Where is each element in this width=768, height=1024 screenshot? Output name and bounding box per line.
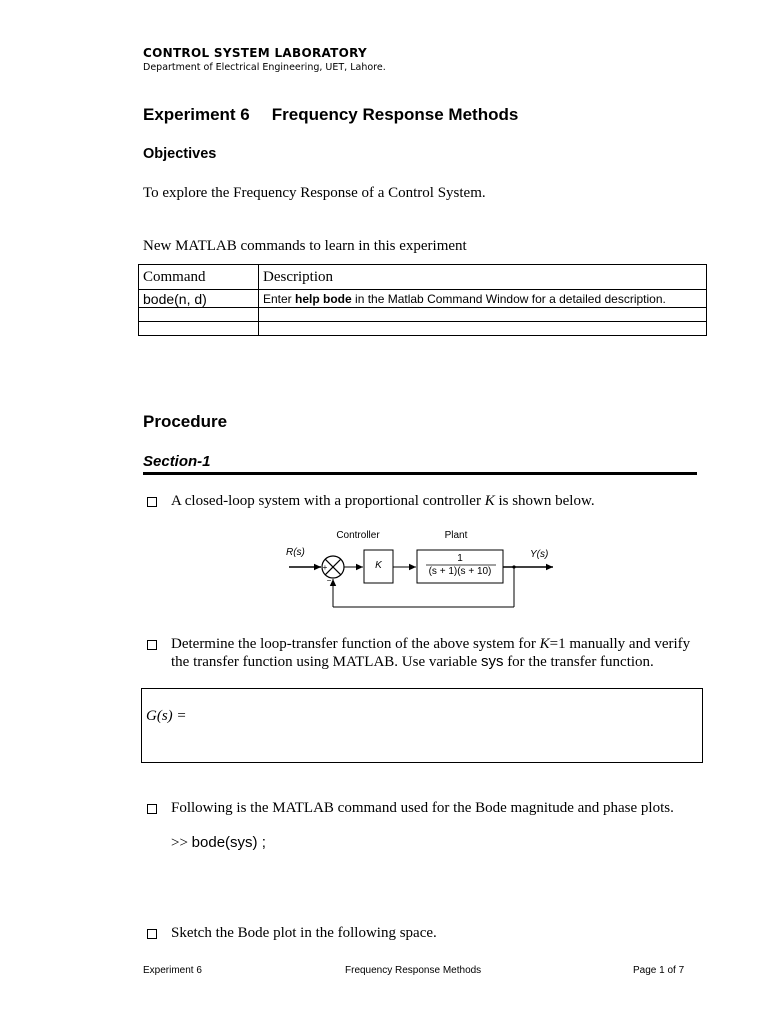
bullet-text-4: Sketch the Bode plot in the following space. xyxy=(171,925,437,941)
table-header-row xyxy=(139,265,707,290)
bullet-text-1 xyxy=(171,492,595,510)
block-diagram xyxy=(280,522,570,614)
desc-bold: help bode xyxy=(295,291,352,306)
bullet2-line2 xyxy=(171,653,690,671)
commands-intro: New MATLAB commands to learn in this experiment xyxy=(143,238,467,254)
bullet2-pre: Determine the loop-transfer function of the above system for xyxy=(171,636,540,652)
procedure-heading: Procedure xyxy=(143,412,228,431)
bullet-square-icon xyxy=(147,640,157,650)
input-label: R(s) xyxy=(286,547,305,558)
bullet-text-2 xyxy=(171,635,690,671)
footer-right: Page 1 of 7 xyxy=(633,965,685,976)
section-heading: Section-1 xyxy=(143,453,211,470)
col-command-header: Command xyxy=(139,265,259,290)
section-rule xyxy=(143,472,697,475)
gain-label: K xyxy=(375,560,382,571)
bullet2-line1 xyxy=(171,635,690,653)
matlab-command: bode(sys) ; xyxy=(191,834,266,851)
bullet-square-icon xyxy=(147,497,157,507)
footer-left: Experiment 6 xyxy=(143,965,202,976)
bullet-square-icon xyxy=(147,804,157,814)
table-row xyxy=(139,290,707,308)
bullet1-pre: A closed-loop system with a proportional controller xyxy=(171,493,485,509)
commands-table xyxy=(138,264,707,336)
bullet1-var: K xyxy=(484,493,495,509)
bullet2-line2-pre: the transfer function using MATLAB. Use variable xyxy=(171,654,481,670)
table-row-empty xyxy=(139,322,707,336)
tf-denominator: (s + 1)(s + 10) xyxy=(428,566,492,577)
command-cell: bode(n, d) xyxy=(139,290,259,308)
tf-numerator: 1 xyxy=(457,553,463,564)
matlab-prompt: >> xyxy=(171,835,192,851)
sum-plus-sign: + xyxy=(322,563,328,572)
empty-cell xyxy=(139,308,259,322)
objectives-heading: Objectives xyxy=(143,146,217,162)
bullet1-post: is shown below. xyxy=(494,493,595,509)
bullet2-code: sys xyxy=(480,653,504,670)
output-label: Y(s) xyxy=(530,549,549,560)
answer-label: G(s) = xyxy=(146,708,187,724)
footer-center: Frequency Response Methods xyxy=(345,965,482,976)
empty-cell xyxy=(139,322,259,336)
bullet-square-icon xyxy=(147,929,157,939)
answer-box[interactable] xyxy=(141,688,703,763)
department-line: Department of Electrical Engineering, UET, Lahore. xyxy=(143,62,386,73)
experiment-number: Experiment 6 xyxy=(143,105,250,124)
experiment-heading xyxy=(143,105,518,125)
matlab-command-line xyxy=(171,834,266,852)
table-row-empty xyxy=(139,308,707,322)
controller-label: Controller xyxy=(336,530,380,541)
objectives-text: To explore the Frequency Response of a Control System. xyxy=(143,185,486,201)
description-cell xyxy=(259,290,707,308)
experiment-title: Frequency Response Methods xyxy=(271,105,519,124)
empty-cell xyxy=(259,322,707,336)
bullet2-line2-post: for the transfer function. xyxy=(503,654,654,670)
bullet-text-3: Following is the MATLAB command used for the Bode magnitude and phase plots. xyxy=(171,800,674,816)
bullet2-var: K xyxy=(539,636,550,652)
plant-label: Plant xyxy=(444,530,468,541)
desc-post: in the Matlab Command Window for a detailed description. xyxy=(351,291,666,306)
bullet2-mid: =1 manually and verify xyxy=(549,636,691,652)
sum-minus-sign: − xyxy=(326,576,332,585)
empty-cell xyxy=(259,308,707,322)
lab-title: CONTROL SYSTEM LABORATORY xyxy=(143,46,368,60)
col-description-header: Description xyxy=(259,265,707,290)
desc-pre: Enter xyxy=(263,291,296,306)
